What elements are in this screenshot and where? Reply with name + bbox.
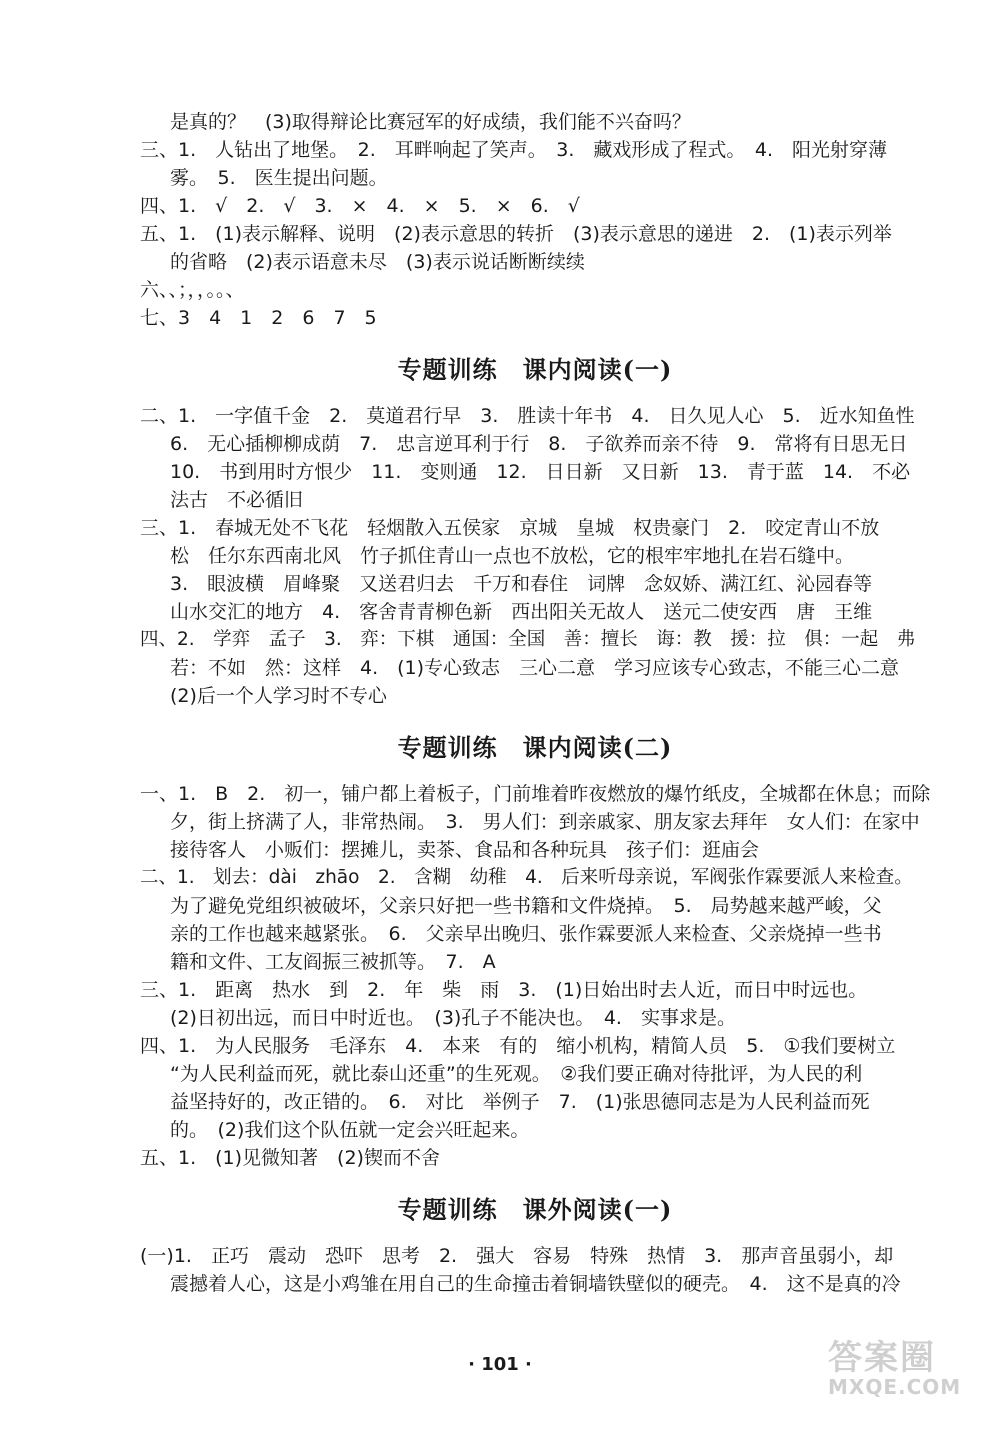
answer-line: 三、1. 人钻出了地堡。 2. 耳畔响起了笑声。 3. 藏戏形成了程式。 4. 阳光射穿薄	[140, 139, 888, 161]
answer-line: 四、2. 学弈 孟子 3. 弈：下棋 通国：全国 善：擅长 诲：教 援：拉 俱：一起 弗	[140, 629, 916, 650]
answer-line: 松 任尔东西南北风 竹子抓住青山一点也不放松，它的根牢牢地扎在岩石缝中。	[170, 545, 855, 567]
answer-line: 二、1. 划去：dài zhāo 2. 含糊 幼稚 4. 后来听母亲说，军阀张作霖要派人来检查。	[140, 867, 913, 888]
answer-line: 一、1. B 2. 初一，铺户都上着板子，门前堆着昨夜燃放的爆竹纸皮，全城都在休息；而除	[140, 783, 931, 805]
answer-line: 3. 眼波横 眉峰聚 又送君归去 千万和春住 词牌 念奴娇、满江红、沁园春等	[170, 573, 873, 595]
section-body	[140, 780, 930, 1172]
answer-line: 七、3 4 1 2 6 7 5	[140, 307, 377, 329]
answer-line: 五、1. (1)表示解释、说明 (2)表示意思的转折 (3)表示意思的递进 2. (1)表示列举	[140, 223, 892, 245]
answer-line: (2)日初出远，而日中时近也。 (3)孔子不能决也。 4. 实事求是。	[170, 1007, 736, 1029]
top-block	[140, 108, 930, 332]
section-body	[140, 1242, 930, 1298]
watermark-site-text: MXQE.COM	[828, 1375, 962, 1399]
watermark-logo-text: 答案圈	[828, 1338, 936, 1378]
answer-line: 夕，街上挤满了人，非常热闹。 3. 男人们：到亲戚家、朋友家去拜年 女人们：在家中	[170, 811, 920, 833]
answer-line: “为人民利益而死，就比泰山还重”的生死观。 ②我们要正确对待批评，为人民的利	[170, 1063, 863, 1085]
answer-line: 四、1. √ 2. √ 3. × 4. × 5. × 6. √	[140, 195, 580, 217]
section-heading: 专题训练 课内阅读(二)	[397, 733, 673, 762]
answer-line: 四、1. 为人民服务 毛泽东 4. 本来 有的 缩小机构，精简人员 5. ①我们要树立	[140, 1035, 896, 1057]
answer-line: 是真的？ (3)取得辩论比赛冠军的好成绩，我们能不兴奋吗？	[170, 111, 691, 133]
answer-line: 籍和文件、工友阎振三被抓等。 7. A	[170, 951, 496, 973]
answer-line: 五、1. (1)见微知著 (2)锲而不舍	[140, 1147, 440, 1169]
answer-line: 接待客人 小贩们：摆摊儿，卖茶、食品和各种玩具 孩子们：逛庙会	[170, 839, 760, 861]
answer-line: 三、1. 距离 热水 到 2. 年 柴 雨 3. (1)日始出时去人近，而日中时远也。	[140, 979, 868, 1001]
answer-line: 山水交汇的地方 4. 客舍青青柳色新 西出阳关无故人 送元二使安西 唐 王维	[170, 601, 873, 623]
page-number: · 101 ·	[468, 1354, 532, 1375]
answer-line: 益坚持好的，改正错的。 6. 对比 举例子 7. (1)张思德同志是为人民利益而死	[170, 1091, 870, 1113]
watermark-logo	[828, 1330, 978, 1420]
answer-line: (2)后一个人学习时不专心	[170, 685, 387, 707]
answer-line: 震撼着人心，这是小鸡雏在用自己的生命撞击着铜墙铁壁似的硬壳。 4. 这不是真的冷	[170, 1273, 901, 1295]
answer-line: 法古 不必循旧	[170, 489, 304, 511]
section-body	[140, 402, 930, 710]
answer-line: 雾。 5. 医生提出问题。	[170, 167, 388, 189]
answer-line: 的。 (2)我们这个队伍就一定会兴旺起来。	[170, 1119, 530, 1141]
answer-line: 若：不如 然：这样 4. (1)专心致志 三心二意 学习应该专心致志，不能三心二意	[170, 657, 900, 679]
answer-line: 10. 书到用时方恨少 11. 变则通 12. 日日新 又日新 13. 青于蓝 14. 不必	[170, 461, 911, 483]
answer-line: 三、1. 春城无处不飞花 轻烟散入五侯家 京城 皇城 权贵豪门 2. 咬定青山不放	[140, 517, 880, 539]
answer-line: (一)1. 正巧 震动 恐吓 思考 2. 强大 容易 特殊 热情 3. 那声音虽弱小，却	[140, 1245, 894, 1267]
answer-line: 亲的工作也越来越紧张。 6. 父亲早出晚归、张作霖要派人来检查、父亲烧掉一些书	[170, 923, 882, 945]
section-heading: 专题训练 课外阅读(一)	[397, 1195, 673, 1224]
answer-line: 为了避免党组织被破坏，父亲只好把一些书籍和文件烧掉。 5. 局势越来越严峻，父	[170, 895, 882, 917]
answer-line: 六、、；，，。。、	[140, 279, 245, 301]
answer-page	[140, 108, 930, 1298]
answer-line: 6. 无心插柳柳成荫 7. 忠言逆耳利于行 8. 子欲养而亲不待 9. 常将有日思无日	[170, 433, 908, 455]
answer-line: 二、1. 一字值千金 2. 莫道君行早 3. 胜读十年书 4. 日久见人心 5. 近水知鱼性	[140, 405, 915, 427]
answer-line: 的省略 (2)表示语意未尽 (3)表示说话断断续续	[170, 251, 585, 273]
section-heading: 专题训练 课内阅读(一)	[397, 355, 673, 384]
